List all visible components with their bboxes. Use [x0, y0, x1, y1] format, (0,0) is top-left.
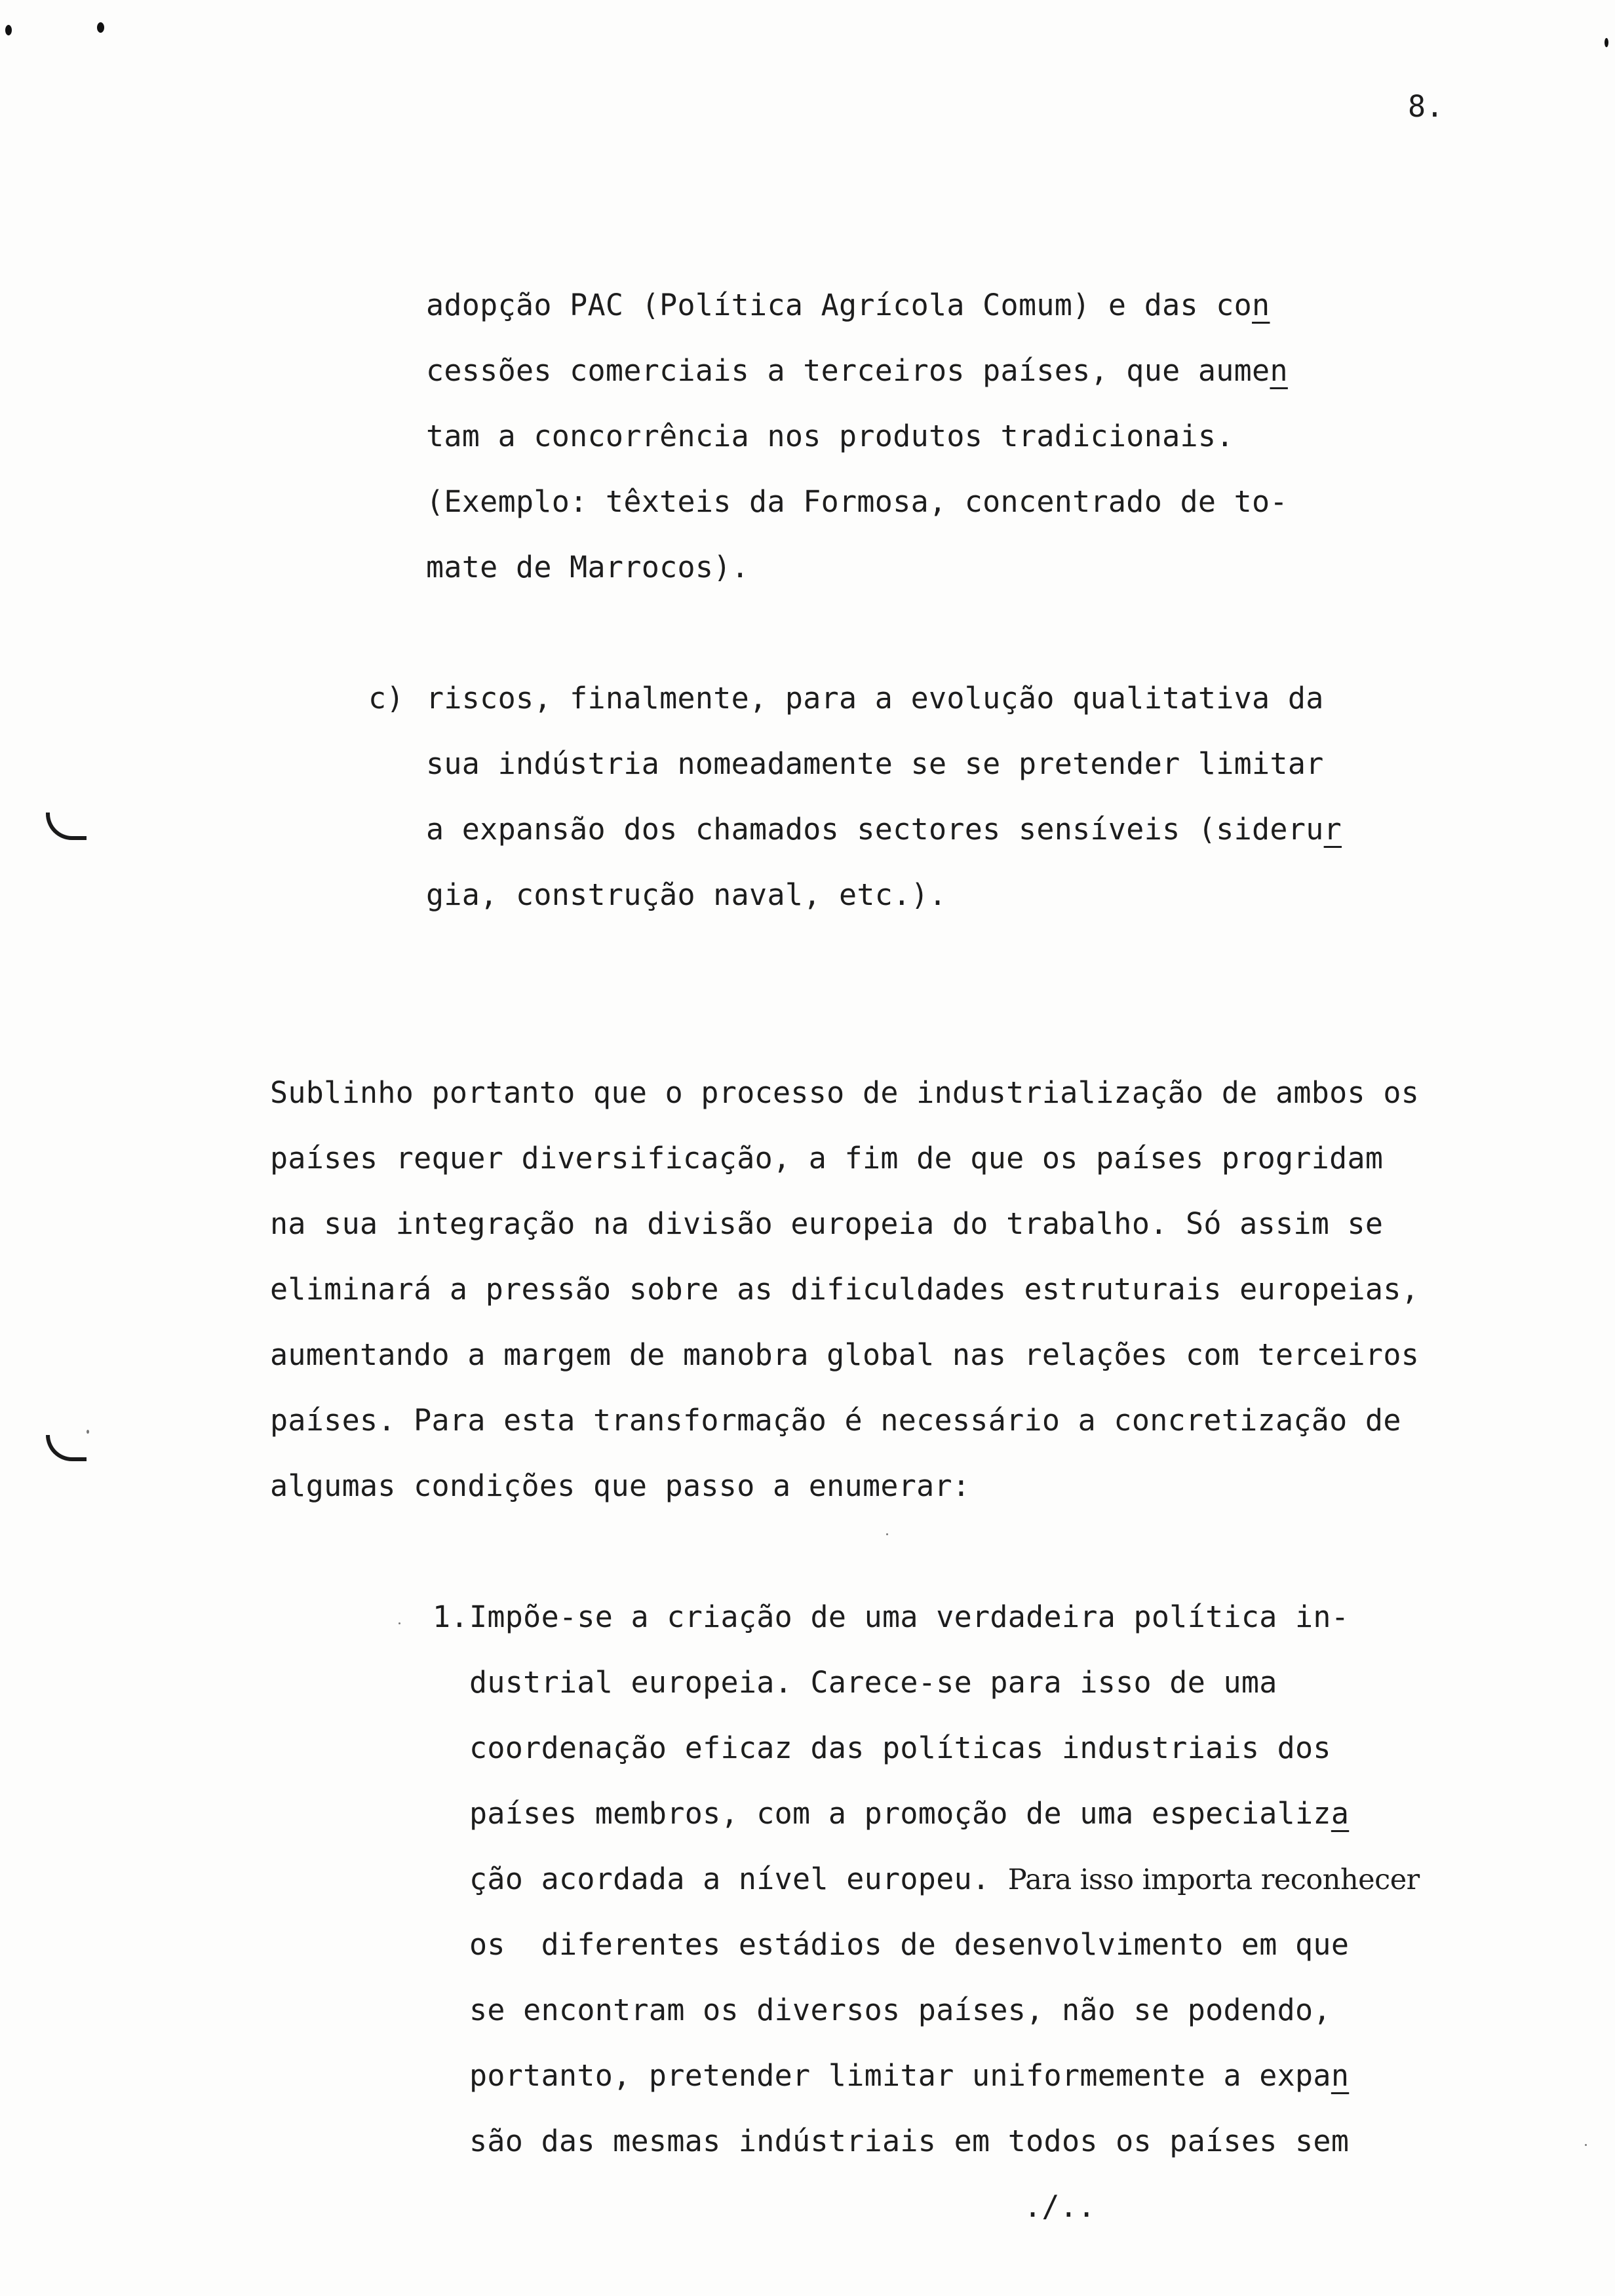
item-c-line: sua indústria nomeadamente se se pretender limitar — [426, 746, 1324, 781]
paragraph-line: na sua integração na divisão europeia do trabalho. Só assim se — [270, 1206, 1384, 1241]
item-c-line: gia, construção naval, etc.). — [426, 877, 947, 912]
list-marker-c: c) — [368, 681, 404, 716]
item-1-line: portanto, pretender limitar uniformemente a expan — [469, 2058, 1350, 2093]
scan-speck — [886, 1533, 888, 1535]
item-c-line: a expansão dos chamados sectores sensíveis (siderur — [426, 812, 1342, 847]
continuation-mark: ./.. — [1024, 2189, 1096, 2224]
punch-hole-mark-lower — [46, 1435, 87, 1461]
paragraph-line: Sublinho portanto que o processo de industrialização de ambos os — [270, 1075, 1420, 1110]
item-1-line: coordenação eficaz das políticas industriais dos — [469, 1731, 1331, 1765]
paragraph-line: algumas condições que passo a enumerar: — [270, 1468, 971, 1503]
continuation-line: cessões comerciais a terceiros países, que aumen — [426, 353, 1288, 388]
scan-dot-left — [5, 25, 12, 35]
scan-dot-right — [1605, 38, 1608, 47]
continuation-line: mate de Marrocos). — [426, 550, 750, 584]
scan-speck — [1585, 2144, 1587, 2146]
item-1-line: são das mesmas indústriais em todos os países sem — [469, 2124, 1350, 2158]
paragraph-line: aumentando a margem de manobra global nas relações com terceiros — [270, 1337, 1420, 1372]
item-1-line: países membros, com a promoção de uma especializa — [469, 1796, 1350, 1831]
paragraph-line: países requer diversificação, a fim de que os países progridam — [270, 1141, 1384, 1176]
paragraph-line: países. Para esta transformação é necessário a concretização de — [270, 1403, 1401, 1438]
typed-correction: Para isso importa reconhecer — [1007, 1864, 1420, 1896]
list-marker-1: 1. — [433, 1599, 469, 1634]
continuation-line: adopção PAC (Política Agrícola Comum) e das con — [426, 288, 1270, 322]
item-1-line: os diferentes estádios de desenvolvimento em que — [469, 1927, 1350, 1962]
item-1-line: Impõe-se a criação de uma verdadeira política in- — [469, 1599, 1350, 1634]
continuation-line: tam a concorrência nos produtos tradicionais. — [426, 419, 1234, 453]
item-1-line: dustrial europeia. Carece-se para isso de uma — [469, 1665, 1277, 1700]
punch-hole-mark-upper — [46, 813, 87, 840]
item-c-line: riscos, finalmente, para a evolução qualitativa da — [426, 681, 1324, 716]
page-number: 8. — [1408, 89, 1444, 124]
scan-speck — [399, 1622, 400, 1624]
scan-speck — [87, 1430, 89, 1434]
item-1-line: ção acordada a nível europeu. Para isso importa reconhecer — [469, 1862, 1420, 1896]
item-1-line: se encontram os diversos países, não se podendo, — [469, 1993, 1331, 2027]
scan-dot-mid — [97, 22, 104, 33]
paragraph-line: eliminará a pressão sobre as dificuldades estruturais europeias, — [270, 1272, 1420, 1307]
continuation-line: (Exemplo: têxteis da Formosa, concentrado de to- — [426, 484, 1288, 519]
